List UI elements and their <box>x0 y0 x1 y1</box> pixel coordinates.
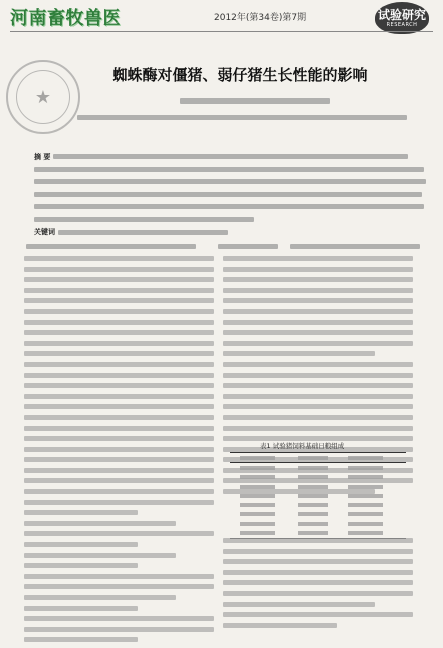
journal-logo: 河南畜牧兽医 <box>10 8 121 28</box>
affiliation-line <box>62 113 422 122</box>
watermark-seal <box>6 60 80 134</box>
section-badge-sub: RESEARCH <box>386 21 418 28</box>
table-row <box>230 519 406 528</box>
abstract-label: 摘 要 <box>34 152 51 161</box>
diet-table <box>230 452 406 539</box>
table-header-row <box>230 453 406 462</box>
table-row <box>230 482 406 491</box>
header-rule <box>10 31 433 32</box>
table-row <box>230 473 406 482</box>
table-row <box>230 528 406 537</box>
table-title: 表1 试验猪饲料基础日粮组成 <box>260 442 345 450</box>
issue-info: 2012年(第34卷)第7期 <box>214 13 307 23</box>
table-row <box>230 491 406 500</box>
author-line <box>150 97 360 107</box>
table-row <box>230 510 406 519</box>
classification-row <box>26 243 422 251</box>
keywords-label: 关键词 <box>34 228 55 237</box>
table-row <box>230 500 406 509</box>
seal-star-icon: ★ <box>34 86 52 108</box>
right-column-text-lower <box>223 538 413 633</box>
section-badge <box>375 2 429 34</box>
section-badge-label: 试验研究 <box>377 7 426 22</box>
abstract-block <box>34 152 430 240</box>
left-column-text <box>24 256 214 648</box>
table-row <box>230 463 406 472</box>
article-title: 蜘蛛酶对僵猪、弱仔猪生长性能的影响 <box>112 66 368 84</box>
